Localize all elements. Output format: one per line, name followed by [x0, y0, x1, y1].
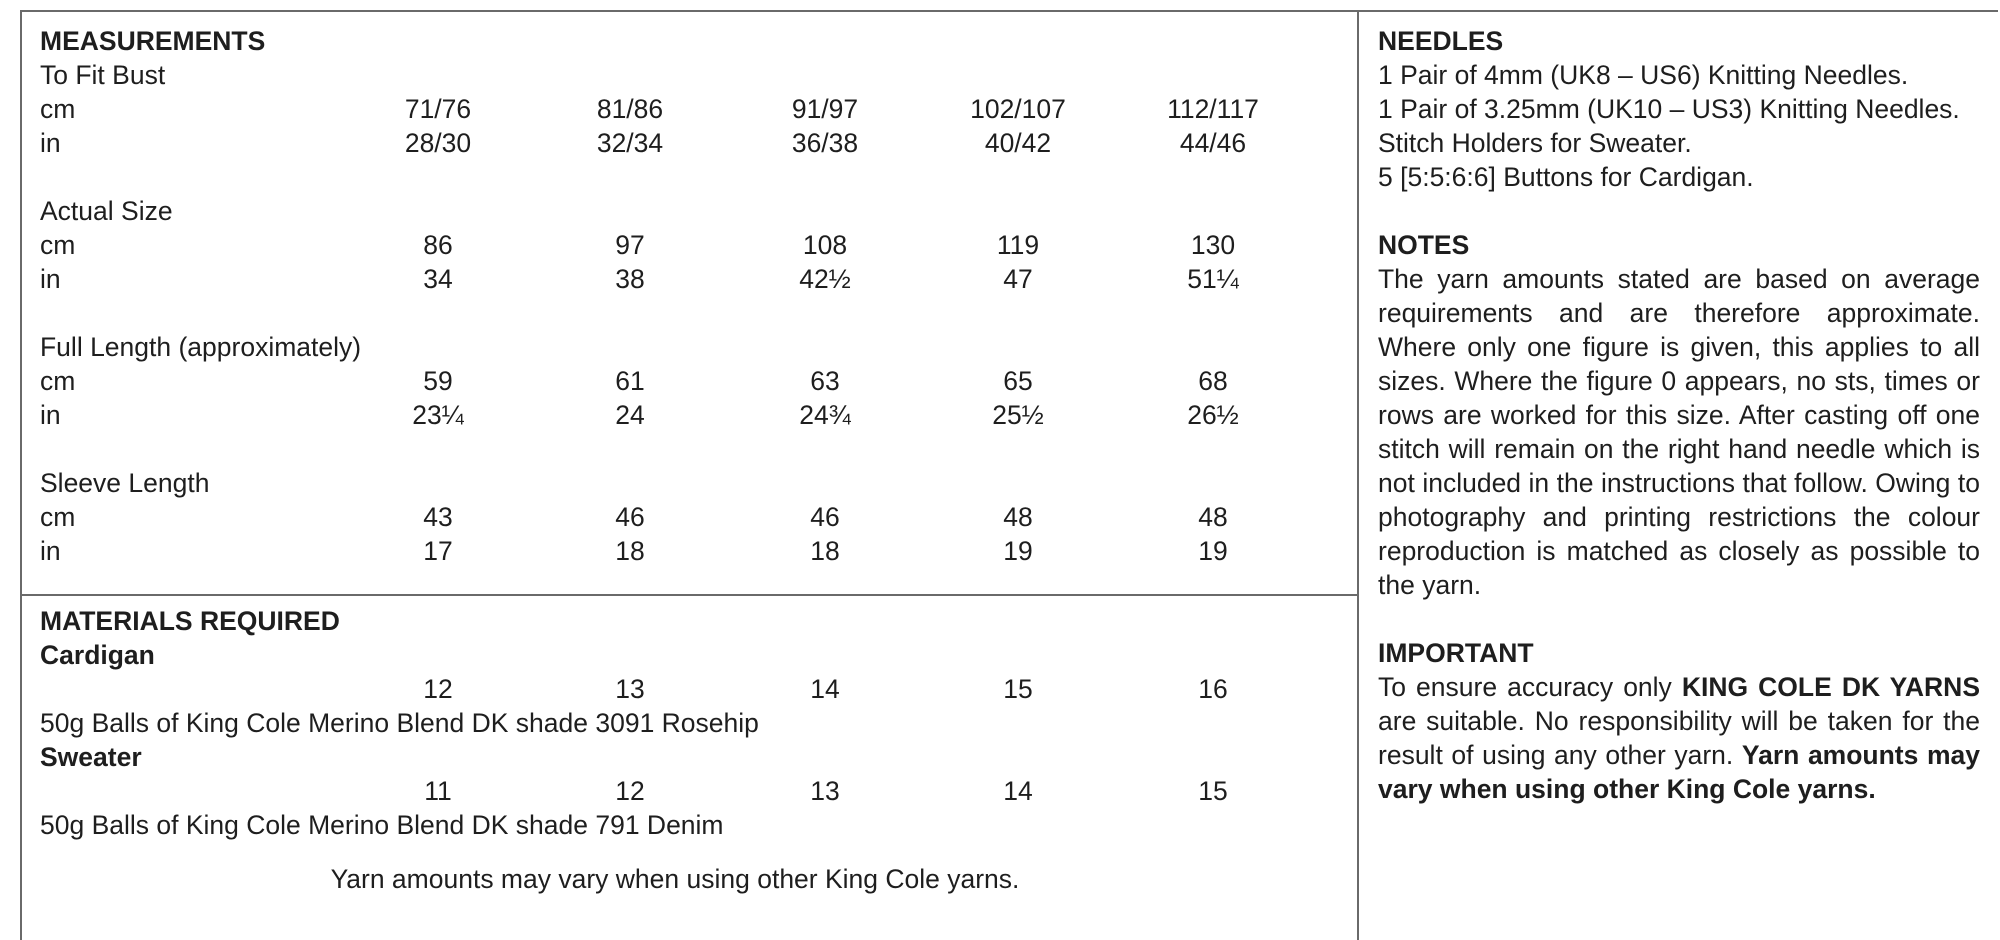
needles-line: 1 Pair of 3.25mm (UK10 – US3) Knitting Needles. — [1378, 94, 1960, 124]
important-yarn-warning: Yarn amounts may vary when using other King Cole yarns. — [1378, 740, 1980, 804]
ball-count: 14 — [1003, 776, 1033, 806]
size-value: 38 — [615, 264, 645, 294]
size-value: 97 — [615, 230, 645, 260]
size-value: 47 — [1003, 264, 1033, 294]
ball-count: 13 — [810, 776, 840, 806]
size-value: 24¾ — [799, 400, 851, 430]
needles-heading: NEEDLES — [1378, 26, 1504, 56]
size-value: 24 — [615, 400, 645, 430]
ball-count: 15 — [1198, 776, 1228, 806]
column-divider — [1357, 10, 1359, 940]
size-value: 18 — [615, 536, 645, 566]
ball-count: 14 — [810, 674, 840, 704]
important-text — [1378, 670, 1980, 806]
actual-size-label: Actual Size — [40, 196, 173, 226]
unit-label-in: in — [40, 536, 61, 566]
materials-section — [40, 604, 1340, 896]
notes-text: The yarn amounts stated are based on average requirements and are therefore approximate. Where only one figure is given, this applies to all sizes. Where the figure 0 appears, no sts, times or rows are worked for this size. After casting off one stitch will remain on the right hand needle which is not included in the instructions that follow. Owing to photography and printing restrictions the colour reproduction is matched as closely as possible to the yarn. — [1378, 264, 1980, 600]
size-value: 112/117 — [1167, 94, 1259, 124]
to-fit-bust-label: To Fit Bust — [40, 60, 166, 90]
size-value: 51¼ — [1187, 264, 1239, 294]
needles-line: Stitch Holders for Sweater. — [1378, 128, 1692, 158]
cardigan-label: Cardigan — [40, 640, 155, 670]
size-value: 48 — [1198, 502, 1228, 532]
size-value: 63 — [810, 366, 840, 396]
yarn-amount-note: Yarn amounts may vary when using other King Cole yarns. — [330, 864, 1020, 894]
needles-line: 1 Pair of 4mm (UK8 – US6) Knitting Needles. — [1378, 60, 1909, 90]
full-length-in-row — [40, 398, 1340, 432]
ball-count: 12 — [423, 674, 453, 704]
section-divider — [20, 594, 1359, 596]
important-yarn-brand: KING COLE DK YARNS — [1681, 672, 1980, 702]
unit-label-in: in — [40, 264, 61, 294]
sweater-balls-row — [40, 774, 1340, 808]
size-value: 65 — [1003, 366, 1033, 396]
size-value: 34 — [423, 264, 453, 294]
ball-count: 15 — [1003, 674, 1033, 704]
size-value: 71/76 — [404, 94, 472, 124]
measurements-section — [40, 24, 1340, 568]
size-value: 108 — [802, 230, 848, 260]
size-value: 25½ — [992, 400, 1044, 430]
size-value: 17 — [423, 536, 453, 566]
to-fit-bust-cm-row — [40, 92, 1340, 126]
actual-size-cm-row — [40, 228, 1340, 262]
sleeve-length-cm-row — [40, 500, 1340, 534]
size-value: 81/86 — [596, 94, 664, 124]
size-value: 23¼ — [412, 400, 464, 430]
important-text-part: are suitable. No responsibility will be taken for the result of using any other yarn. — [1378, 706, 1980, 770]
unit-label-cm: cm — [40, 502, 76, 532]
important-heading: IMPORTANT — [1378, 638, 1534, 668]
size-value: 119 — [996, 230, 1040, 260]
size-value: 43 — [423, 502, 453, 532]
size-value: 40/42 — [984, 128, 1052, 158]
important-text-part: To ensure accuracy only — [1378, 672, 1682, 702]
actual-size-in-row — [40, 262, 1340, 296]
unit-label-in: in — [40, 128, 61, 158]
size-value: 19 — [1003, 536, 1033, 566]
sweater-label: Sweater — [40, 742, 142, 772]
size-value: 91/97 — [791, 94, 859, 124]
size-value: 59 — [423, 366, 453, 396]
materials-heading: MATERIALS REQUIRED — [40, 606, 340, 636]
size-value: 26½ — [1187, 400, 1239, 430]
full-length-label: Full Length (approximately) — [40, 332, 362, 362]
size-value: 68 — [1198, 366, 1228, 396]
needles-line: 5 [5:5:6:6] Buttons for Cardigan. — [1378, 162, 1754, 192]
measurements-heading: MEASUREMENTS — [40, 26, 266, 56]
unit-label-cm: cm — [40, 230, 76, 260]
size-value: 86 — [423, 230, 453, 260]
full-length-cm-row — [40, 364, 1340, 398]
right-column — [1378, 24, 1980, 806]
notes-heading: NOTES — [1378, 230, 1470, 260]
ball-count: 11 — [424, 776, 452, 806]
size-value: 130 — [1190, 230, 1236, 260]
cardigan-balls-row — [40, 672, 1340, 706]
size-value: 46 — [615, 502, 645, 532]
size-value: 46 — [810, 502, 840, 532]
size-value: 61 — [615, 366, 645, 396]
size-value: 28/30 — [404, 128, 472, 158]
to-fit-bust-in-row — [40, 126, 1340, 160]
ball-count: 13 — [615, 674, 645, 704]
cardigan-yarn: 50g Balls of King Cole Merino Blend DK shade 3091 Rosehip — [40, 708, 759, 738]
size-value: 36/38 — [791, 128, 859, 158]
unit-label-in: in — [40, 400, 61, 430]
ball-count: 16 — [1198, 674, 1228, 704]
ball-count: 12 — [615, 776, 645, 806]
size-value: 48 — [1003, 502, 1033, 532]
size-value: 19 — [1198, 536, 1228, 566]
size-value: 42½ — [799, 264, 851, 294]
size-value: 32/34 — [596, 128, 664, 158]
sleeve-length-label: Sleeve Length — [40, 468, 210, 498]
unit-label-cm: cm — [40, 366, 76, 396]
unit-label-cm: cm — [40, 94, 76, 124]
size-value: 44/46 — [1179, 128, 1247, 158]
size-value: 18 — [810, 536, 840, 566]
sweater-yarn: 50g Balls of King Cole Merino Blend DK shade 791 Denim — [40, 810, 724, 840]
sleeve-length-in-row — [40, 534, 1340, 568]
size-value: 102/107 — [970, 94, 1066, 124]
